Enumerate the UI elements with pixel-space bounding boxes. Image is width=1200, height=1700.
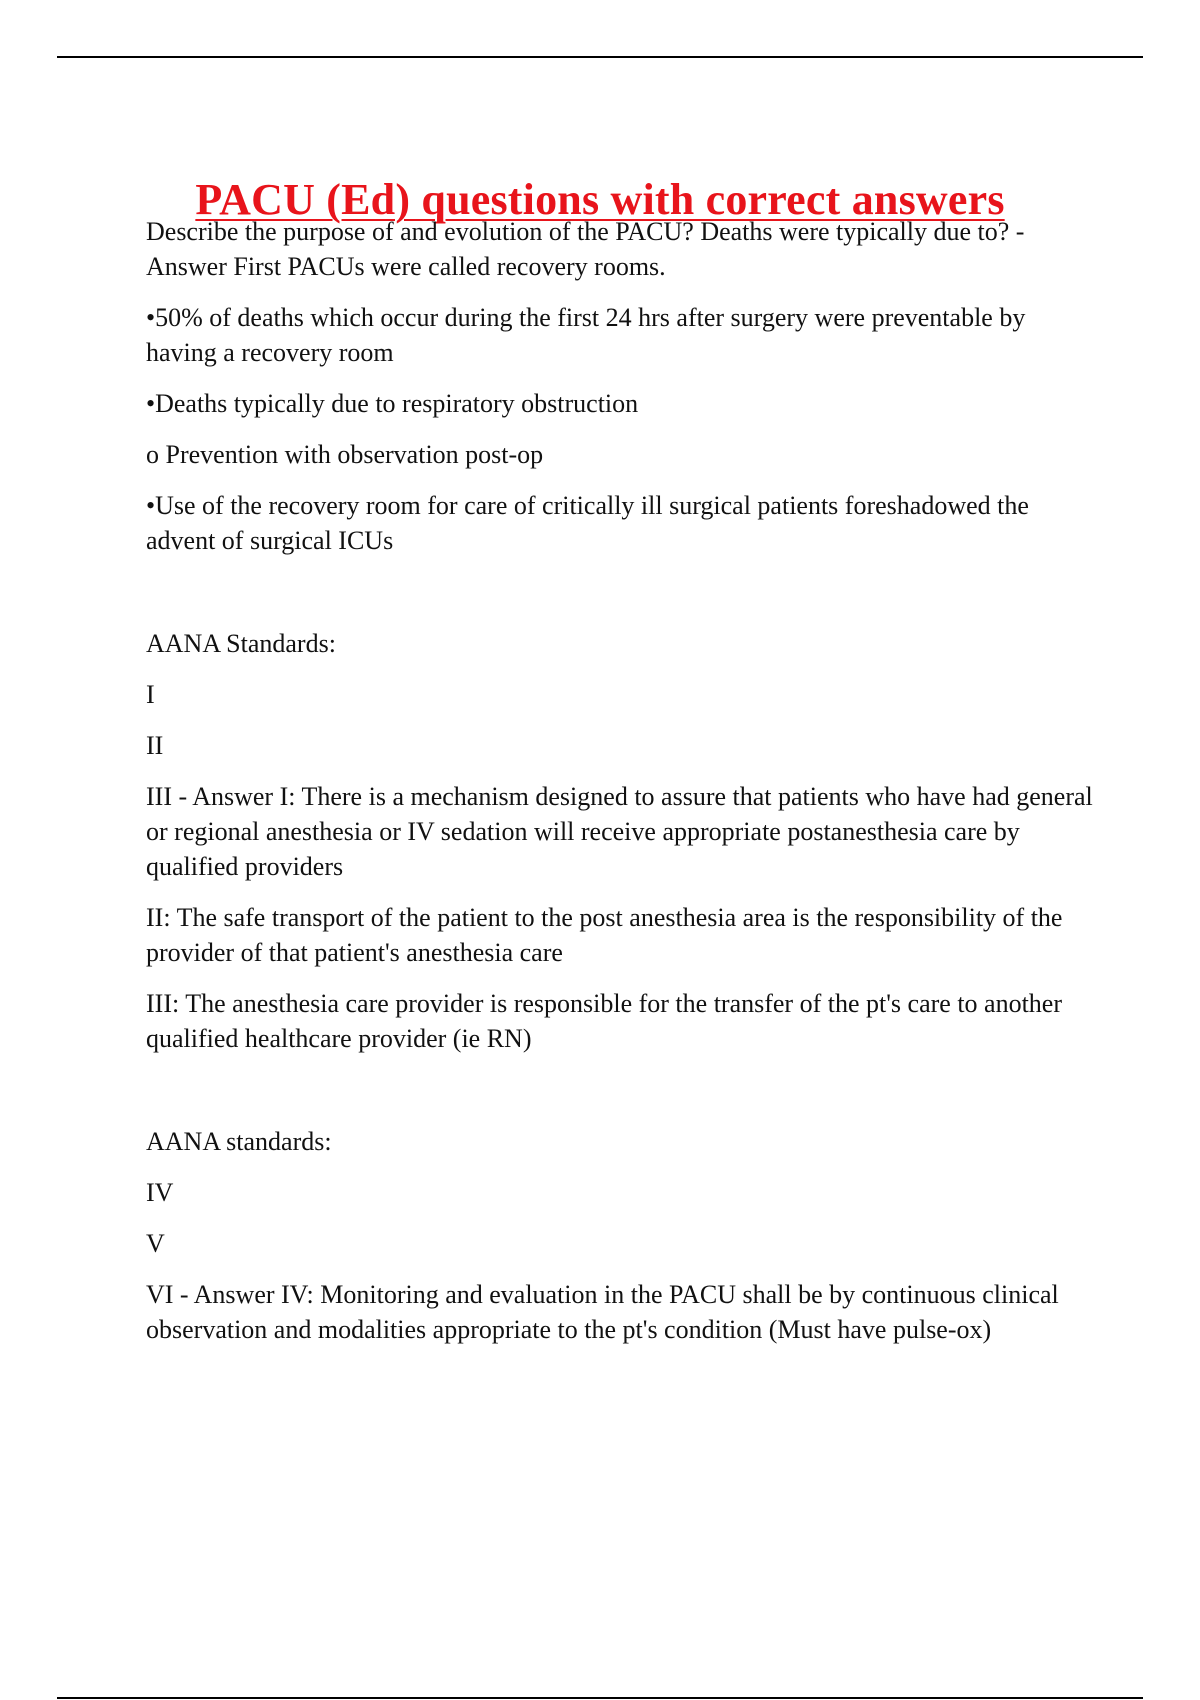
paragraph-bullet-surgical-icus: •Use of the recovery room for care of critically ill surgical patients foreshadowed the advent of surgical ICUs (146, 491, 1029, 555)
section-spacer (146, 574, 1096, 626)
paragraph-question-1: Describe the purpose of and evolution of the PACU? Deaths were typically due to? - Answer First PACUs were called recovery rooms. (146, 217, 1025, 281)
paragraph-answer-standard-iii: III: The anesthesia care provider is responsible for the transfer of the pt's care to another qualified healthcare provider (ie RN) (146, 989, 1063, 1053)
paragraph-standard-ii: II (146, 731, 164, 760)
paragraph-answer-standard-iv: VI - Answer IV: Monitoring and evaluation in the PACU shall be by continuous clinical observation and modalities appropriate to the pt's condition (Must have pulse-ox) (146, 1280, 1059, 1344)
paragraph-bullet-deaths-preventable: •50% of deaths which occur during the first 24 hrs after surgery were preventable by having a recovery room (146, 303, 1026, 367)
paragraph-bullet-respiratory: •Deaths typically due to respiratory obstruction (146, 389, 639, 418)
paragraph-standard-iv: IV (146, 1178, 174, 1207)
footer-rule (57, 1697, 1143, 1699)
section-spacer (146, 1072, 1096, 1124)
paragraph-standard-i: I (146, 680, 155, 709)
paragraph-answer-standard-ii: II: The safe transport of the patient to the post anesthesia area is the responsibility of the provider of that patient's anesthesia care (146, 903, 1063, 967)
document-body (146, 214, 1096, 1363)
header-rule (57, 56, 1143, 58)
paragraph-answer-standard-i: III - Answer I: There is a mechanism designed to assure that patients who have had general or regional anesthesia or IV sedation will receive appropriate postanesthesia care by qualified providers (146, 782, 1093, 881)
paragraph-standard-v: V (146, 1229, 165, 1258)
paragraph-aana-standards-heading-1: AANA Standards: (146, 629, 336, 658)
paragraph-aana-standards-heading-2: AANA standards: (146, 1127, 332, 1156)
paragraph-sub-bullet-prevention: o Prevention with observation post-op (146, 440, 544, 469)
document-title: PACU (Ed) questions with correct answers (195, 175, 1005, 225)
